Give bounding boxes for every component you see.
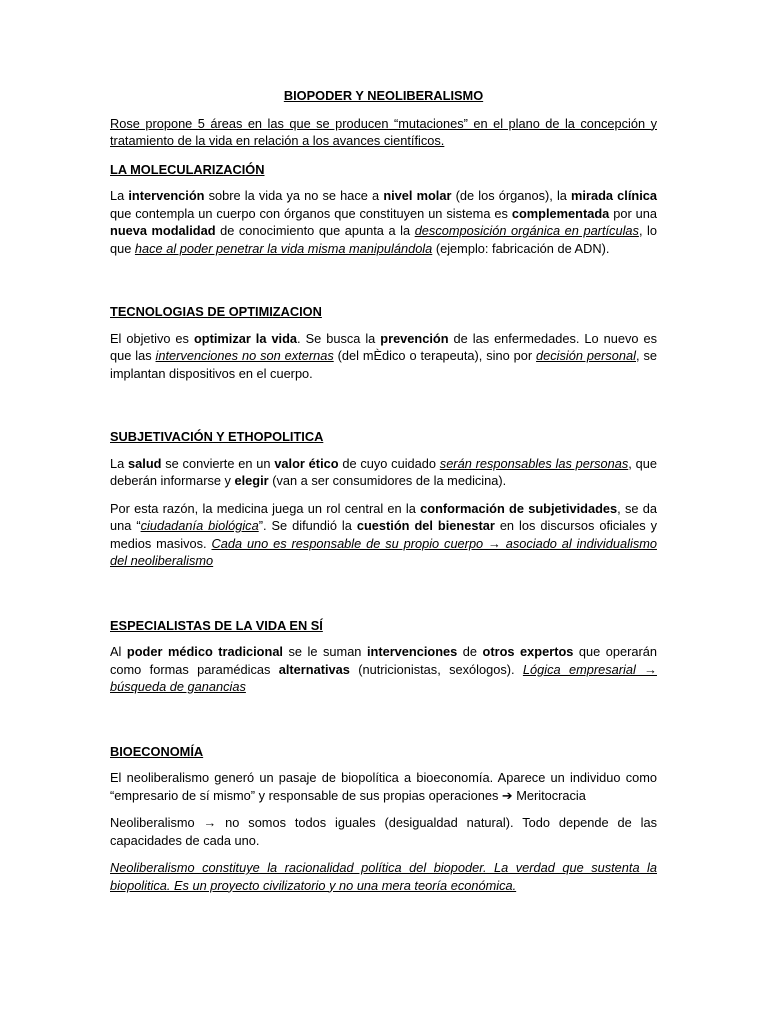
spacer	[110, 392, 657, 428]
section-heading-tecnologias: TECNOLOGIAS DE OPTIMIZACION	[110, 304, 322, 319]
document-title: BIOPODER Y NEOLIBERALISMO	[283, 88, 484, 103]
bioeconomia-paragraph-2: Neoliberalismo → no somos todos iguales (desigualdad natural). Todo depende de las capacidades de cada uno.	[110, 815, 657, 848]
spacer	[110, 706, 657, 743]
spacer	[110, 267, 657, 303]
subjetivacion-paragraph-2: Por esta razón, la medicina juega un rol central en la conformación de subjetividades, se da una “ciudadanía biológica”. Se difundió la cuestión del bienestar en los discursos oficiales y medios masivos. Cada uno es responsable de su propio cuerpo → asociado al individualismo del neoliberalismo	[110, 500, 657, 568]
subjetivacion-paragraph-1: La salud se convierte en un valor ético de cuyo cuidado serán responsables las personas, que deberán informarse y elegir (van a ser consumidores de la medicina).	[110, 455, 657, 488]
document-body	[110, 87, 657, 904]
tecnologias-paragraph: El objetivo es optimizar la vida. Se busca la prevención de las enfermedades. Lo nuevo es que las intervenciones no son externas (del mÈdico o terapeuta), sino por decisión personal, se implantan dispositivos en el cuerpo.	[110, 330, 657, 381]
section-heading-subjetivacion: SUBJETIVACIÓN Y ETHOPOLITICA	[110, 429, 324, 444]
section-heading-bioeconomia: BIOECONOMÍA	[110, 743, 204, 759]
molecularizacion-paragraph: La intervención sobre la vida ya no se hace a nivel molar (de los órganos), la mirada clínica que contempla un cuerpo con órganos que constituyen un sistema es complementada por una nueva modalidad de conocimiento que apunta a la descomposición orgánica en partículas, lo que hace al poder penetrar la vida misma manipulándola (ejemplo: fabricación de ADN).	[110, 188, 658, 256]
section-heading-molecularizacion: LA MOLECULARIZACIÓN	[110, 161, 265, 177]
bioeconomia-paragraph-1: El neoliberalismo generó un pasaje de biopolítica a bioeconomía. Aparece un individuo como “empresario de sí mismo” y responsable de sus propias operaciones ➔ Meritocracia	[110, 770, 657, 803]
especialistas-paragraph: Al poder médico tradicional se le suman intervenciones de otros expertos que operarán como formas paramédicas alternativas (nutricionistas, sexólogos). Lógica empresarial → búsqueda de ganancias	[110, 644, 658, 694]
intro-paragraph: Rose propone 5 áreas en las que se producen “mutaciones” en el plano de la concepción y tratamiento de la vida en relación a los avances científicos.	[110, 115, 657, 148]
section-heading-especialistas: ESPECIALISTAS DE LA VIDA EN SÍ	[110, 617, 323, 633]
spacer	[110, 580, 657, 617]
bioeconomia-paragraph-3: Neoliberalismo constituye la racionalidad política del biopoder. La verdad que sustenta la biopolitica. Es un proyecto civilizatorio y no una mera teoría económica.	[110, 860, 657, 893]
